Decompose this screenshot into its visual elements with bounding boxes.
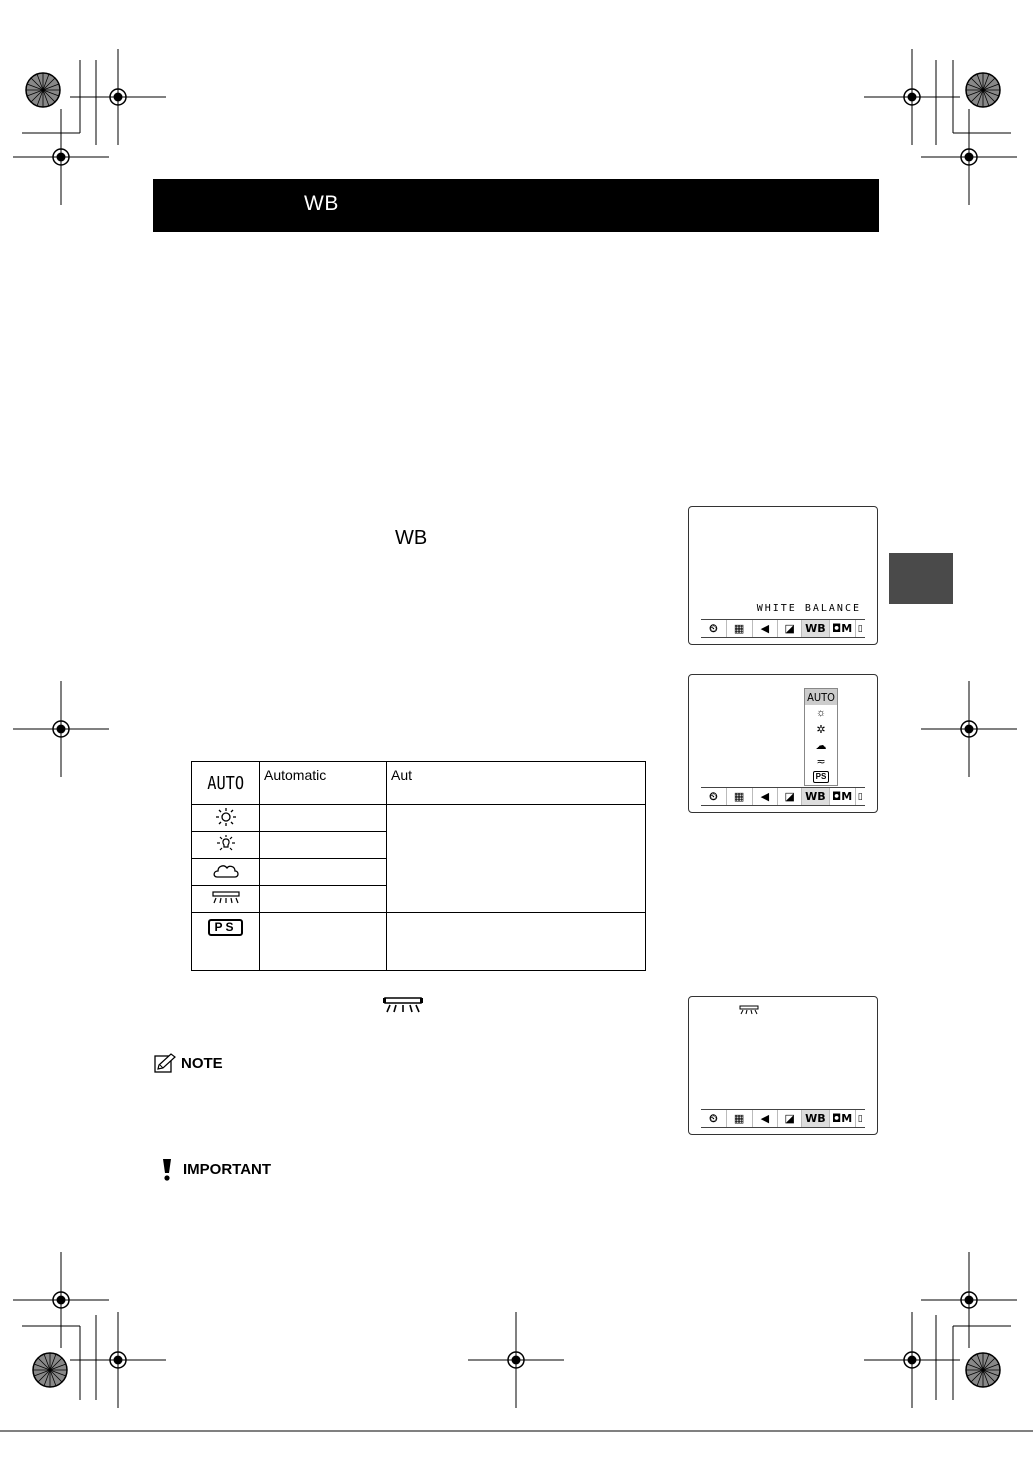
wb-option-auto: AUTO [805,689,837,705]
battery-icon: ▯ [857,1113,863,1124]
table-icon-cell [192,859,260,886]
table-mode-cell [260,913,387,971]
tungsten-icon: ✲ [816,723,826,736]
side-mark-right [921,681,1017,777]
camera-mode-label: M [841,622,853,635]
section-header-bar [153,179,879,232]
table-desc-cell: Aut [387,762,646,805]
step-wb-label: WB [395,527,428,549]
lcd-menu-bar [701,1109,865,1128]
table-icon-cell [192,913,260,971]
note-icon [154,1053,176,1073]
corner-mark-top-right [864,49,1017,205]
corner-mark-top-left [13,49,166,205]
battery-icon: ▯ [857,623,863,634]
exposure-icon: ◪ [778,620,802,637]
lcd-caption: WHITE BALANCE [756,603,861,614]
camera-icon: ◘ [832,790,842,803]
camera-mode-icon [830,620,856,637]
resolution-icon: ▦ [727,620,753,637]
quality-icon: ◀ [753,1110,779,1127]
table-mode-cell [260,859,387,886]
battery-icon: ▯ [857,791,863,802]
center-mark-bottom [468,1312,564,1408]
lcd-menu-bar [701,787,865,806]
exposure-icon: ◪ [778,1110,802,1127]
important-label: IMPORTANT [183,1161,272,1178]
fluorescent-icon [211,890,241,906]
camera-icon: ◘ [832,1112,842,1125]
wb-menu-item: WB [802,620,830,637]
lcd-screen-fluorescent-set [688,996,878,1135]
note-label: NOTE [181,1055,223,1072]
tungsten-icon [215,834,237,854]
camera-mode-icon [830,788,856,805]
table-mode-cell: Automatic [260,762,387,805]
sunny-icon [215,807,237,827]
side-mark-left [13,681,109,777]
self-timer-icon: ⏲ [701,1110,727,1127]
camera-mode-label: M [841,1112,853,1125]
resolution-icon: ▦ [727,1110,753,1127]
table-icon-cell [192,886,260,913]
camera-mode-icon [830,1110,856,1127]
cloudy-icon: ☁ [815,739,827,752]
fluorescent-icon: ≂ [816,755,826,768]
camera-mode-label: M [841,790,853,803]
sunny-icon: ☼ [815,707,827,719]
lcd-screen-wb-options [688,674,878,813]
wb-menu-item: WB [802,1110,830,1127]
table-mode-cell [260,832,387,859]
lcd-screen-white-balance [688,506,878,645]
ps-icon: PS [208,919,242,936]
cloudy-icon [213,861,239,881]
ps-icon: PS [813,771,830,783]
quality-icon: ◀ [753,620,779,637]
self-timer-icon: ⏲ [701,620,727,637]
corner-mark-bottom-left [13,1252,166,1408]
table-icon-cell [192,805,260,832]
fluorescent-icon [739,1005,759,1015]
resolution-icon: ▦ [727,788,753,805]
ps-option [805,769,837,785]
table-row [192,762,646,805]
table-row [192,805,646,832]
table-desc-cell [387,913,646,971]
corner-mark-bottom-right [864,1252,1017,1408]
camera-icon: ◘ [832,622,842,635]
exclamation-icon [160,1158,174,1182]
lcd-menu-bar [701,619,865,638]
table-icon-cell [192,832,260,859]
quality-icon: ◀ [753,788,779,805]
white-balance-table [191,761,646,971]
exposure-icon: ◪ [778,788,802,805]
wb-option-list [804,688,838,786]
self-timer-icon: ⏲ [701,788,727,805]
table-row [192,913,646,971]
fluorescent-icon [382,996,424,1014]
table-mode-cell [260,886,387,913]
chapter-side-tab [889,553,953,604]
wb-menu-item: WB [802,788,830,805]
auto-icon: AUTO [207,772,244,794]
section-title: WB [304,192,339,215]
table-mode-cell [260,805,387,832]
table-desc-cell [387,805,646,913]
table-icon-cell [192,762,260,805]
